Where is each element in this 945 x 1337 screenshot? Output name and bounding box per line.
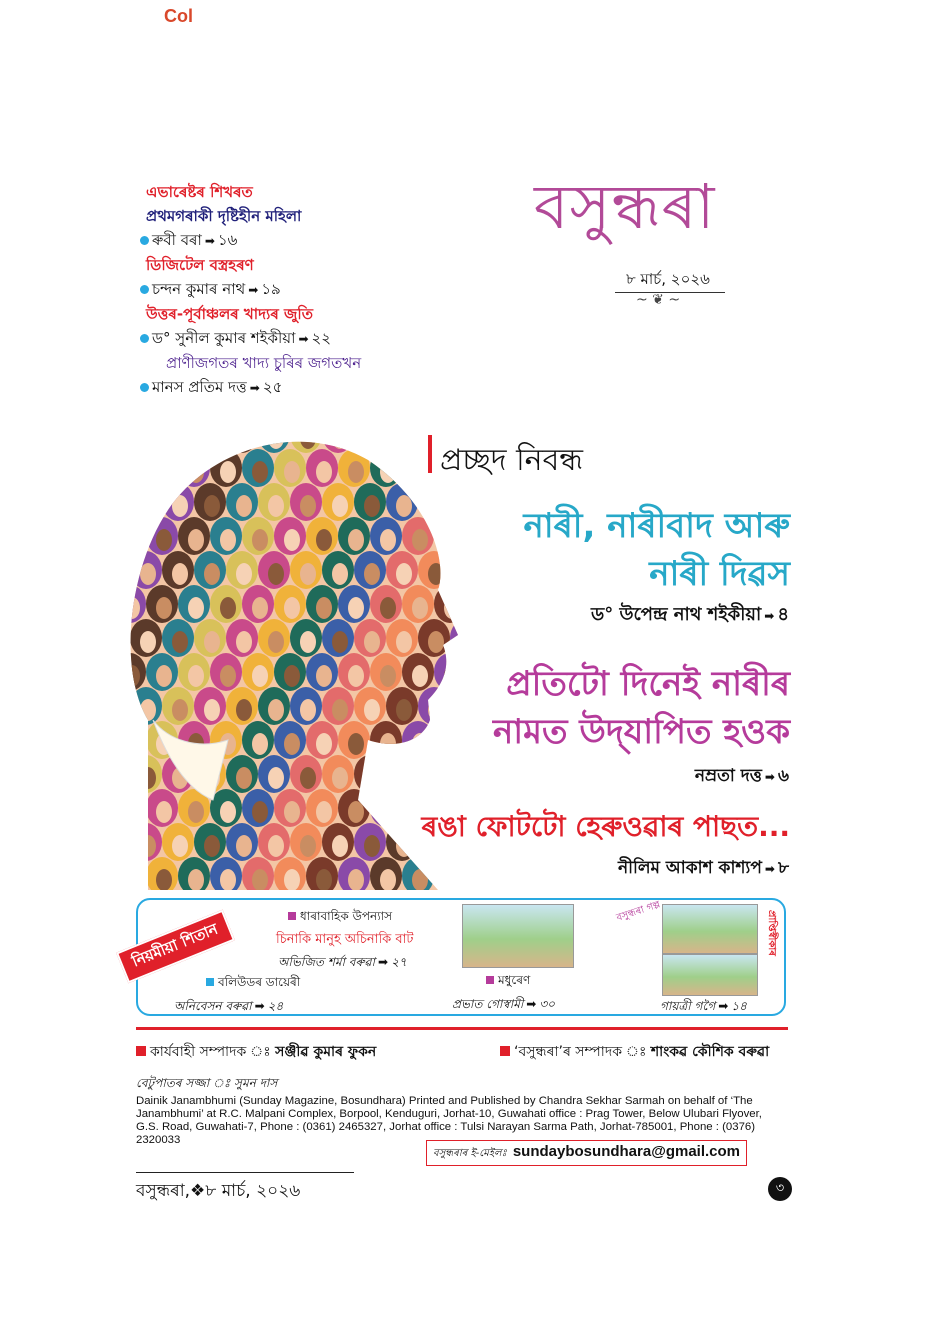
page-ref: ৪: [777, 604, 789, 625]
toc-author: ড° সুনীল কুমাৰ শইকীয়া: [152, 329, 296, 347]
email-label: বসুন্ধৰাৰ ই-মেইলঃ: [433, 1148, 507, 1159]
editor-name: সঞ্জীৱ কুমাৰ ফুকন: [275, 1044, 377, 1060]
arrow-icon: ➡: [526, 997, 537, 1011]
madhurena-image: [462, 904, 574, 968]
headline-line: নাৰী দিৱস: [649, 554, 790, 594]
arrow-icon: ➡: [204, 234, 215, 248]
bullet-icon: [140, 334, 149, 343]
story-author-3: [618, 855, 789, 883]
bollywood-diary-author: [174, 998, 283, 1018]
toc-page: ১৯: [261, 280, 281, 298]
toc-title[interactable]: এভাৰেষ্টৰ শিখৰত: [146, 183, 253, 201]
ornament-icon: ~ ❦ ~: [636, 292, 681, 308]
madhurena-label[interactable]: [486, 972, 530, 992]
serial-novel-title[interactable]: চিনাকি মানুহ অচিনাকি বাট: [276, 932, 414, 947]
story-author-2: [695, 763, 789, 791]
author-name: প্ৰভাত গোস্বামী: [452, 997, 524, 1011]
story-headline-3[interactable]: ৰঙা ফোটটো হেৰুওৱাৰ পাছত...: [421, 810, 790, 843]
madhurena-author: [452, 996, 555, 1016]
bullet-icon: [140, 236, 149, 245]
arrow-icon: ➡: [249, 381, 260, 395]
editor-label: কাৰ্যবাহী সম্পাদক ঃ: [150, 1044, 271, 1060]
label-text: বলিউডৰ ডায়েৰী: [218, 975, 301, 989]
page-number: ৩: [768, 1177, 792, 1201]
story-image-bottom: [662, 954, 758, 996]
story-author-1: [591, 600, 789, 631]
issue-date: ৮ মাৰ্চ, ২০২৬: [626, 270, 710, 288]
story-image-top: [662, 904, 758, 954]
email-box: [426, 1140, 747, 1166]
story-vertical-label: প্ৰাপ্তিস্বীকাৰ: [766, 910, 777, 956]
arrow-icon: ➡: [764, 862, 775, 876]
arrow-icon: ➡: [718, 999, 729, 1013]
toc-author: ৰুবী বৰা: [152, 231, 202, 249]
toc-author: চন্দন কুমাৰ নাথ: [152, 280, 246, 298]
arrow-icon: ➡: [248, 283, 259, 297]
toc-title[interactable]: উত্তৰ-পূৰ্বাঞ্চলৰ খাদ্যৰ জুতি: [146, 305, 313, 323]
corner-mark: Col: [164, 6, 193, 26]
contents-list: [140, 180, 420, 400]
page-ref: ১৪: [731, 999, 747, 1013]
author-name: ড° উপেন্দ্ৰ নাথ শইকীয়া: [590, 604, 762, 625]
toc-author-row[interactable]: [140, 326, 420, 351]
magazine-editor: [500, 1040, 769, 1064]
bullet-icon: [140, 285, 149, 294]
label-text: ধাৰাবাহিক উপন্যাস: [300, 909, 393, 923]
arrow-icon: ➡: [764, 609, 775, 623]
footer-rule: [136, 1172, 354, 1173]
story-headline-1[interactable]: [490, 502, 790, 598]
square-bullet-icon: [136, 1046, 146, 1056]
arrow-icon: ➡: [378, 955, 389, 969]
story-headline-2[interactable]: [470, 660, 790, 756]
serial-novel-label[interactable]: [288, 908, 392, 928]
toc-title[interactable]: ডিজিটেল বস্ত্ৰহৰণ: [146, 256, 254, 274]
footer-text: বসুন্ধৰা,❖৮ মাৰ্চ, ২০২৬: [136, 1181, 301, 1201]
toc-page: ২৫: [262, 378, 283, 396]
author-name: অনিবেসন বৰুৱা: [174, 999, 252, 1013]
label-text: মধুৰেণ: [498, 973, 531, 987]
story-author: [660, 998, 747, 1018]
square-bullet-icon: [288, 912, 296, 920]
arrow-icon: ➡: [764, 770, 775, 784]
masthead-logo: বসুন্ধৰা: [534, 170, 716, 243]
executive-editor: [136, 1040, 376, 1064]
toc-author-row[interactable]: [140, 277, 420, 302]
toc-author-row[interactable]: [140, 375, 420, 400]
story-section-badge: বসুন্ধৰা গল্প: [615, 899, 662, 924]
page-ref: ৩০: [539, 997, 555, 1011]
headline-line: নাৰী, নাৰীবাদ আৰু: [523, 506, 790, 546]
arrow-icon: ➡: [254, 999, 265, 1013]
square-bullet-icon: [486, 976, 494, 984]
square-bullet-icon: [206, 978, 214, 986]
headline-line: নামত উদ্‌যাপিত হওক: [492, 712, 790, 752]
toc-title[interactable]: প্ৰাণীজগতৰ খাদ্য চুৰিৰ জগতখন: [166, 354, 362, 372]
serial-novel-author: [278, 954, 407, 974]
author-name: গায়ত্ৰী গগৈ: [660, 999, 716, 1013]
regular-sections-ribbon: নিয়মীয়া শিতান: [116, 910, 235, 984]
author-name: অভিজিত শৰ্মা বৰুৱা: [278, 955, 376, 969]
page-ref: ২৭: [391, 955, 407, 969]
editor-name: শাংকৱ কৌশিক বৰুৱা: [650, 1044, 770, 1060]
toc-page: ২২: [311, 329, 332, 347]
toc-author: মানস প্ৰতিম দত্ত: [152, 378, 247, 396]
toc-author-row[interactable]: [140, 228, 420, 253]
imprint-text: Dainik Janambhumi (Sunday Magazine, Bosundhara) Printed and Published by Chandra Sekhar Sarmah on behalf of ‘The Janambhumi’ at R.C. Malpani Complex, Borpool, Kenduguri, Jorhat-10, Guwahati office : Prag Tower, Below Ulubari Flyover, G.S. Road, Guwahati-7, Phone : (0361) 2465327, Jorhat office : Tulsi Narayan Sarma Path, Jorhat-785001, Phone : (0376) 2320033: [136, 1095, 762, 1146]
email-address[interactable]: sundaybosundhara@gmail.com: [512, 1143, 741, 1160]
toc-title[interactable]: প্ৰথমগৰাকী দৃষ্টিহীন মহিলা: [146, 207, 302, 225]
editor-label: ‘বসুন্ধৰা’ৰ সম্পাদক ঃ: [514, 1044, 647, 1060]
author-name: নীলিম আকাশ কাশ্যপ: [618, 858, 762, 878]
section-bar: [428, 435, 432, 473]
divider-rule: [136, 1027, 788, 1030]
arrow-icon: ➡: [298, 332, 309, 346]
author-name: নম্ৰতা দত্ত: [694, 766, 762, 786]
bollywood-diary-label[interactable]: [206, 974, 300, 994]
square-bullet-icon: [500, 1046, 510, 1056]
page-ref: ৬: [777, 766, 789, 786]
cover-section-label: প্ৰচ্ছদ নিবন্ধ: [440, 443, 584, 478]
toc-page: ১৬: [217, 231, 238, 249]
page-ref: ২৪: [267, 999, 284, 1013]
bullet-icon: [140, 383, 149, 392]
page-ref: ৮: [777, 858, 789, 878]
cover-designer-credit: বেটুপাতৰ সজ্জা ঃ সুমন দাস: [136, 1076, 278, 1090]
headline-line: প্ৰতিটো দিনেই নাৰীৰ: [506, 664, 790, 704]
